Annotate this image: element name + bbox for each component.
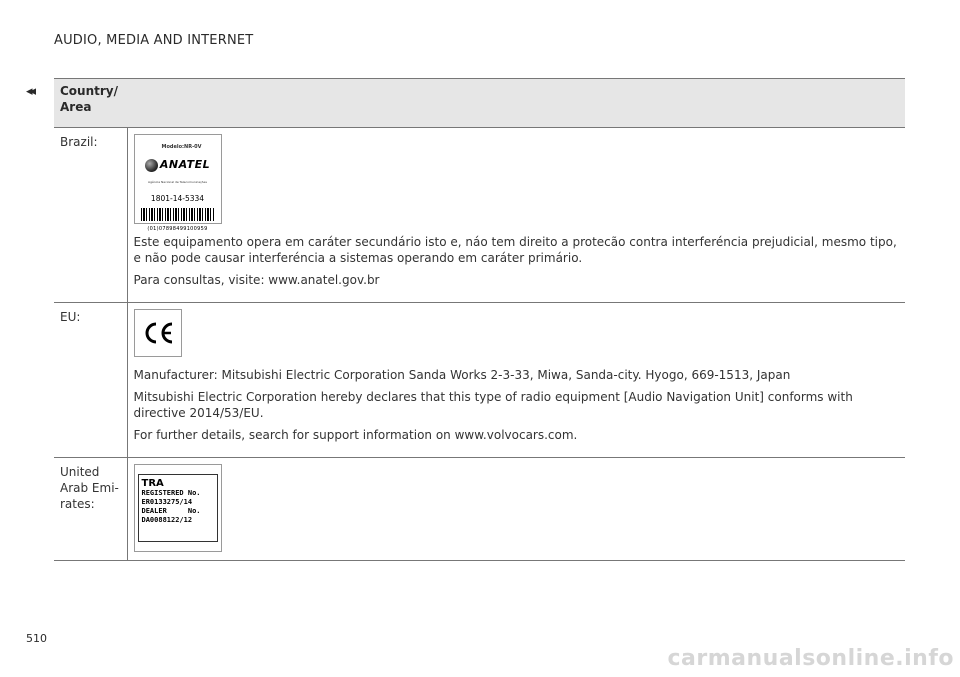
tra-dealer-caption: DEALER No. <box>141 507 201 515</box>
anatel-cert-number: 1801-14-5334 <box>150 194 205 203</box>
ce-mark-icon <box>141 321 175 345</box>
anatel-model-text: Modelo:NR-0V <box>161 144 202 150</box>
page-number: 510 <box>26 632 47 645</box>
table-row-eu <box>54 303 905 458</box>
country-label-brazil: Brazil: <box>54 128 127 303</box>
brazil-content <box>127 128 905 303</box>
country-label-uae: United Arab Emi-rates: <box>54 458 127 561</box>
empty-column-header <box>127 79 905 128</box>
eu-paragraph-2: Mitsubishi Electric Corporation hereby declares that this type of radio equipment [Audio Navigation Unit] conforms with directive 2014/53/EU. <box>133 390 853 420</box>
table-row-uae <box>54 458 905 561</box>
anatel-logo <box>140 157 216 173</box>
eu-content <box>127 303 905 458</box>
table-row-brazil <box>54 128 905 303</box>
brazil-paragraph-1: Este equipamento opera em caráter secundário isto e, náo tem direito a protecão contra interferéncia prejudicial, mesmo tipo, e não pode causar interferéncia a sistemas operando em caráter primário. <box>133 235 897 265</box>
tra-title: TRA <box>141 478 164 489</box>
table-header-row <box>54 79 905 128</box>
eu-paragraph-1: Manufacturer: Mitsubishi Electric Corporation Sanda Works 2-3-33, Miwa, Sanda-city. Hyogo, 669-1513, Japan <box>133 368 791 382</box>
barcode-icon <box>141 208 215 221</box>
tra-registered-caption: REGISTERED No. <box>141 489 201 497</box>
brazil-paragraph-2: Para consultas, visite: www.anatel.gov.br <box>133 273 380 287</box>
anatel-globe-icon <box>145 159 158 172</box>
eu-paragraph-3: For further details, search for support information on www.volvocars.com. <box>133 428 578 442</box>
anatel-certification-label <box>134 134 222 232</box>
continued-from-previous-icon: ◂◂ <box>26 84 34 99</box>
tra-dealer-number: DA0088122/12 <box>141 516 193 524</box>
tra-label-frame <box>138 474 218 542</box>
running-header: AUDIO, MEDIA AND INTERNET <box>54 33 254 48</box>
barcode-number: (01)07898499100959 <box>147 226 208 232</box>
tra-registration-label <box>134 464 222 552</box>
tra-registered-number: ER0133275/14 <box>141 498 193 506</box>
watermark: carmanualsonline.info <box>667 646 954 671</box>
ce-mark-label <box>134 309 182 357</box>
anatel-agency-text: Agência Nacional de Telecomunicações <box>148 180 207 184</box>
country-approval-table <box>54 78 905 561</box>
country-area-column-header: Country/ Area <box>54 79 127 128</box>
uae-content <box>127 458 905 561</box>
country-label-eu: EU: <box>54 303 127 458</box>
anatel-brand-text: ANATEL <box>159 158 211 171</box>
